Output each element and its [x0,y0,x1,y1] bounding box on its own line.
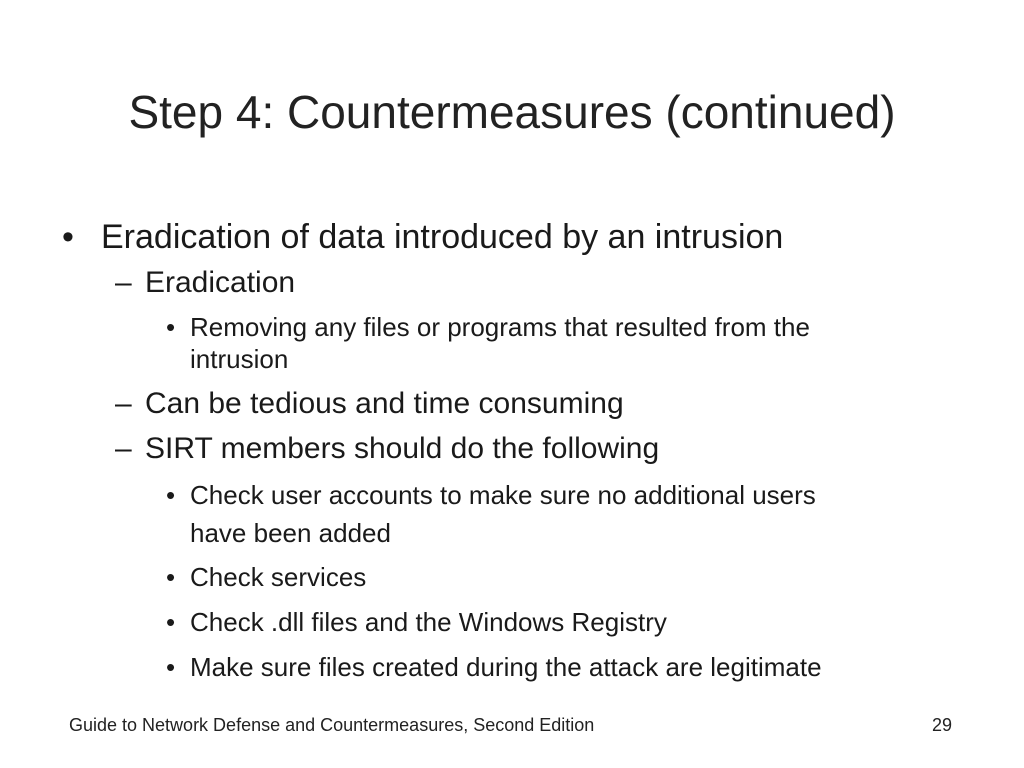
bullet-text: Make sure files created during the attack are legitimate [190,652,822,682]
bullet-marker: • [166,312,176,342]
slide-title: Step 4: Countermeasures (continued) [128,86,896,138]
bullet-marker: • [166,607,176,637]
bullet-text: Eradication of data introduced by an intrusion [101,218,784,256]
bullet-text-line1: Removing any files or programs that resulted from the [190,312,810,342]
dash-marker: – [115,266,132,299]
bullet-marker: • [62,218,74,256]
footer-page-number: 29 [931,715,952,735]
bullet-marker: • [166,480,176,510]
footer-source: Guide to Network Defense and Countermeasures, Second Edition [69,715,595,735]
bullet-text-line1: Check user accounts to make sure no additional users [190,480,816,510]
bullet-text: SIRT members should do the following [145,432,660,465]
bullet-text-line2: intrusion [190,344,289,374]
dash-marker: – [115,432,132,465]
bullet-marker: • [166,562,176,592]
dash-marker: – [115,387,132,420]
bullet-text: Can be tedious and time consuming [145,387,624,420]
bullet-text: Eradication [145,266,296,299]
bullet-marker: • [166,652,176,682]
bullet-text: Check services [190,562,367,592]
bullet-text: Check .dll files and the Windows Registry [190,607,667,637]
bullet-text-line2: have been added [190,518,391,548]
